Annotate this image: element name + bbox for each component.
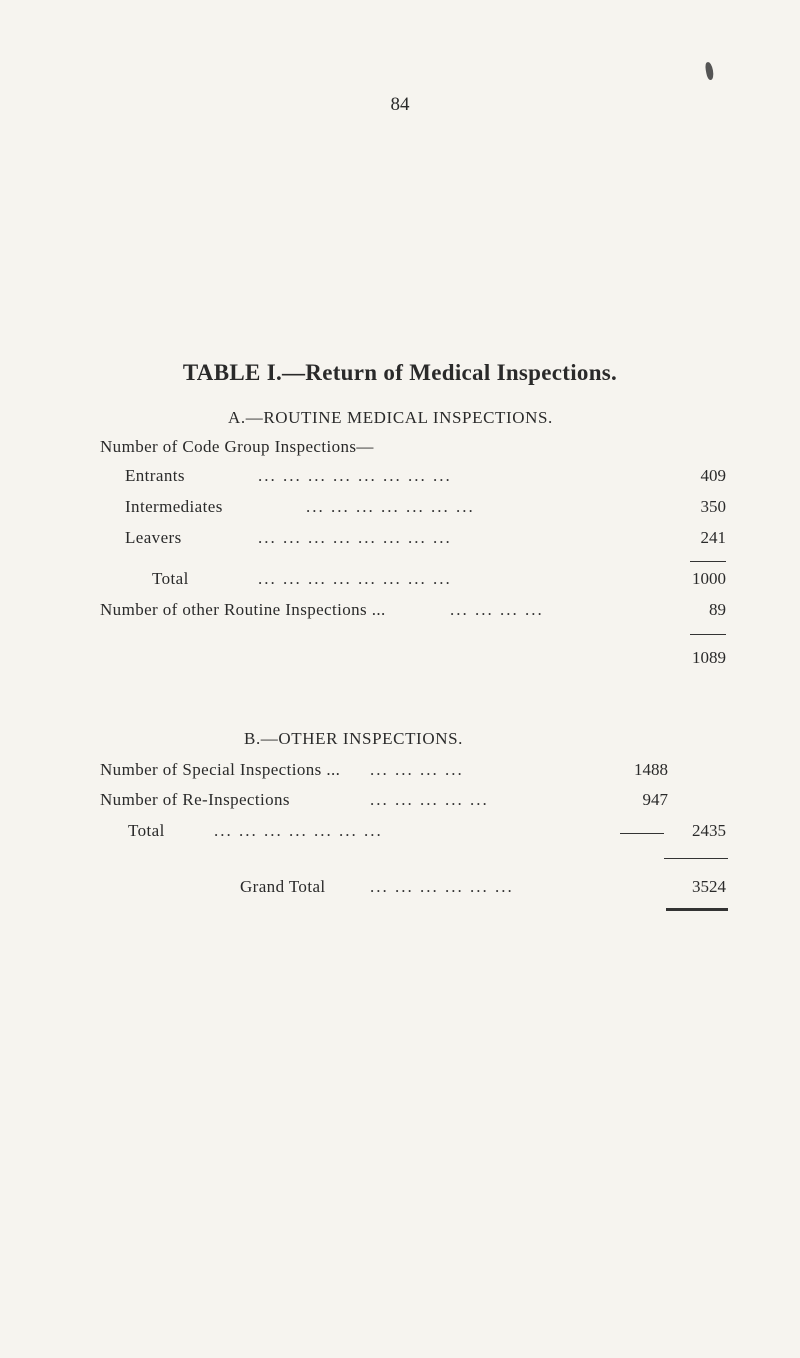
section-a-heading: A.—ROUTINE MEDICAL INSPECTIONS. [228,408,553,427]
rule-a-total [690,561,726,562]
grand-total-label: Grand Total [240,877,326,896]
total-b-dots: ... ... ... ... ... ... ... [214,821,383,840]
subtotal-a-value: 1089 [692,648,726,667]
other-routine-label: Number of other Routine Inspections ... [100,600,386,619]
table-title: TABLE I.—Return of Medical Inspections. [182,360,618,385]
row-leavers-dots: ... ... ... ... ... ... ... ... [258,528,452,547]
row-leavers-label: Leavers [125,528,182,547]
code-group-label: Number of Code Group Inspections— [100,437,374,456]
grand-total-dots: ... ... ... ... ... ... [370,877,514,896]
row-special-value: 1488 [634,760,668,779]
rule-a-subtotal [690,634,726,635]
other-routine-dots: ... ... ... ... [450,600,544,619]
row-special-dots: ... ... ... ... [370,760,464,779]
row-intermediates-value: 350 [700,497,726,516]
row-leavers-value: 241 [700,528,726,547]
row-special-label: Number of Special Inspections ... [100,760,341,779]
page-number: 84 [390,94,410,115]
row-intermediates-label: Intermediates [125,497,223,516]
section-b-heading: B.—OTHER INSPECTIONS. [244,729,463,748]
double-rule-final [666,908,728,911]
total-a-dots: ... ... ... ... ... ... ... ... [258,569,452,588]
row-reinspections-dots: ... ... ... ... ... [370,790,489,809]
total-b-label: Total [128,821,165,840]
row-intermediates-dots: ... ... ... ... ... ... ... [306,497,475,516]
rule-grand-total [664,858,728,859]
row-reinspections-label: Number of Re-Inspections [100,790,290,809]
other-routine-value: 89 [709,600,726,619]
page-blemish-mark [704,62,714,81]
total-a-label: Total [152,569,189,588]
row-reinspections-value: 947 [642,790,668,809]
total-a-value: 1000 [692,569,726,588]
row-entrants-label: Entrants [125,466,185,485]
grand-total-value: 3524 [692,877,726,896]
total-b-value: 2435 [692,821,726,840]
row-entrants-value: 409 [700,466,726,485]
rule-b-total [620,833,664,834]
row-entrants-dots: ... ... ... ... ... ... ... ... [258,466,452,485]
